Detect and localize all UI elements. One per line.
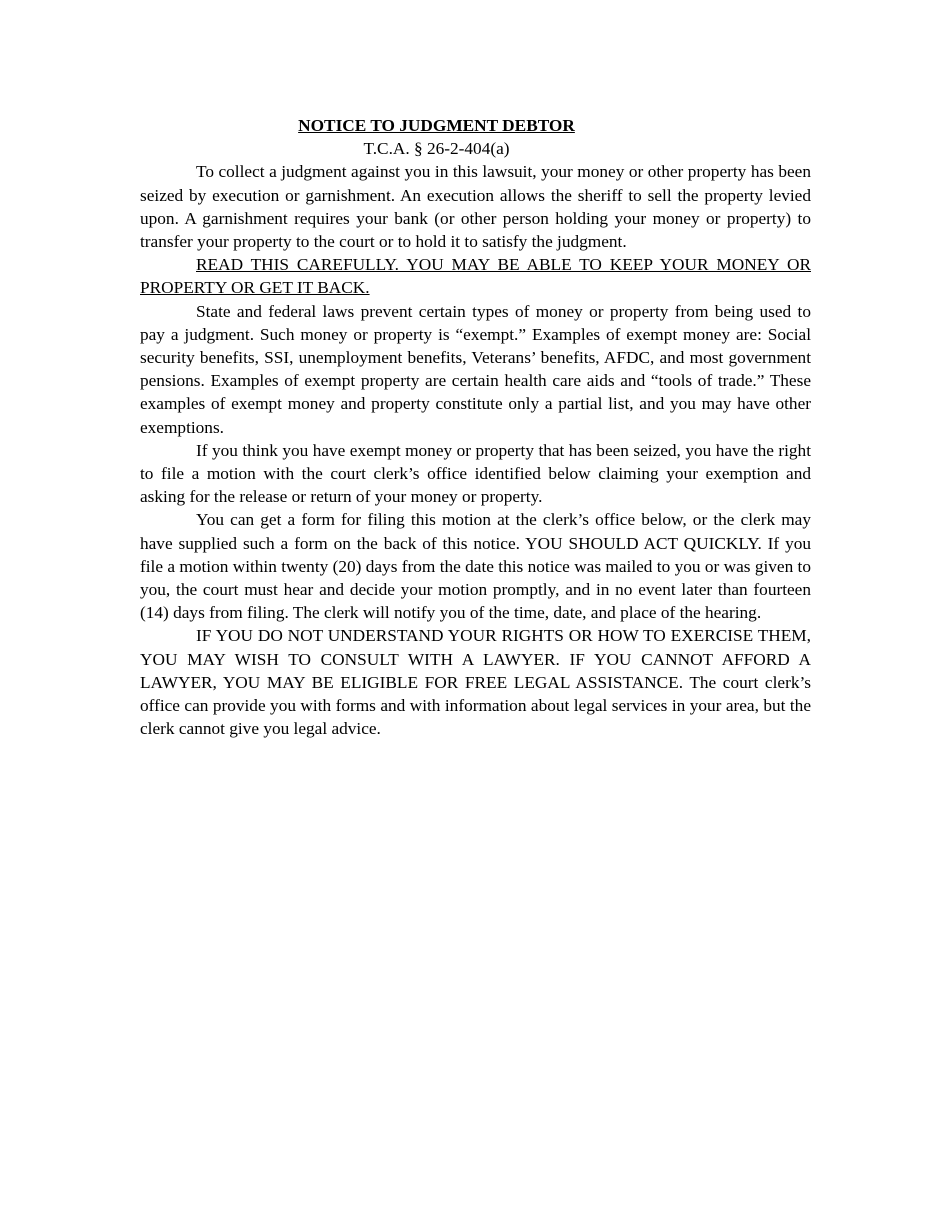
paragraph-read-carefully-warning: READ THIS CAREFULLY. YOU MAY BE ABLE TO KEEP YOUR MONEY OR PROPERTY OR GET IT BACK. — [140, 255, 811, 298]
paragraph-right-to-file-motion: If you think you have exempt money or property that has been seized, you have the right to file a motion with the court clerk’s office identified below claiming your exemption and asking for the release or return of your money or property. — [140, 440, 811, 507]
statute-citation: T.C.A. § 26-2-404(a) — [363, 139, 510, 159]
paragraph-exempt-property: State and federal laws prevent certain types of money or property from being used to pay a judgment. Such money or property is “exempt.” Examples of exempt money are: Social security benefits, SSI, unemployment benefits, Veterans’ benefits, AFDC, and most government pensions. Examples of exempt property are certain health care aids and “tools of trade.” These examples of exempt money and property constitute only a partial list, and you may have other exemptions. — [140, 301, 811, 437]
paragraph-legal-assistance: IF YOU DO NOT UNDERSTAND YOUR RIGHTS OR HOW TO EXERCISE THEM, YOU MAY WISH TO CONSULT WITH A LAWYER. IF YOU CANNOT AFFORD A LAWYER, YOU MAY BE ELIGIBLE FOR FREE LEGAL ASSISTANCE. The court clerk’s office can provide you with forms and with information about legal services in your area, but the clerk cannot give you legal advice. — [140, 626, 811, 739]
document-page — [140, 114, 811, 740]
paragraph-seizure-notice: To collect a judgment against you in this lawsuit, your money or other property has been seized by execution or garnishment. An execution allows the sheriff to sell the property levied upon. A garnishment requires your bank (or other person holding your money or property) to transfer your property to the court or to hold it to satisfy the judgment. — [140, 162, 811, 252]
paragraph-act-quickly: You can get a form for filing this motion at the clerk’s office below, or the clerk may have supplied such a form on the back of this notice. YOU SHOULD ACT QUICKLY. If you file a motion within twenty (20) days from the date this notice was mailed to you or was given to you, the court must hear and decide your motion promptly, and in no event later than fourteen (14) days from filing. The clerk will notify you of the time, date, and place of the hearing. — [140, 510, 811, 623]
document-title: NOTICE TO JUDGMENT DEBTOR — [298, 116, 575, 135]
